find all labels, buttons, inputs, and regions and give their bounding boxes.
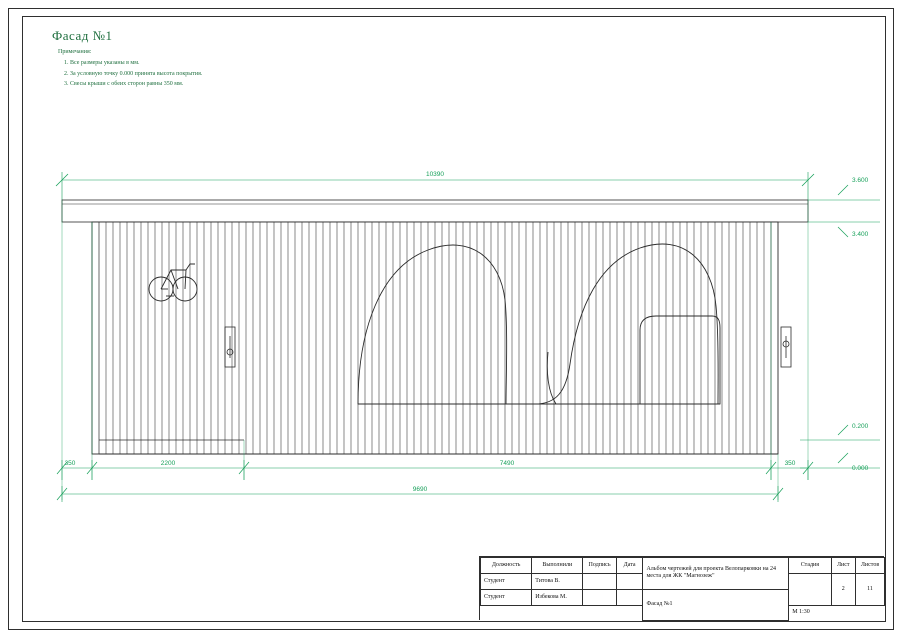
level-marks (800, 177, 880, 472)
th-sheets: Листов (856, 558, 885, 574)
level-value: 0.200 (852, 423, 869, 430)
th-role: Должность (481, 558, 532, 574)
drawing-title: Фасад №1 (643, 589, 789, 620)
spacer-cell (532, 605, 583, 620)
title-block-header-row (481, 558, 885, 574)
sheet-value: 2 (831, 573, 855, 605)
level-value: 0.000 (852, 465, 869, 472)
dimension-segment: 350 (64, 460, 76, 467)
stage-value (789, 573, 831, 605)
note-item: 1. Все размеры указаны в мм. (70, 59, 202, 68)
roof-slab (62, 200, 808, 222)
row-role: Студент (481, 589, 532, 605)
th-sheet: Лист (831, 558, 855, 574)
th-performed: Выполнили (532, 558, 583, 574)
spacer-cell (583, 605, 616, 620)
dimension-bottom-total (57, 486, 783, 502)
row-role: Студент (481, 573, 532, 589)
level-value: 3.400 (852, 231, 869, 238)
project-title: Альбом чертежей для проекта Велопарковки на 24 места для ЖК "Магнозеж" (643, 558, 789, 590)
level-value: 3.600 (852, 177, 869, 184)
row-date (616, 589, 643, 605)
dimension-value-bottom-total: 9690 (412, 486, 428, 493)
sheets-value: 11 (856, 573, 885, 605)
note-item: 2. За условную точку 0.000 принята высота покрытия. (70, 70, 202, 79)
row-signature (583, 589, 616, 605)
door-handle-right-icon (781, 327, 791, 367)
row-date (616, 573, 643, 589)
row-signature (583, 573, 616, 589)
spacer-cell (616, 605, 643, 620)
dimension-segment: 350 (784, 460, 796, 467)
th-date: Дата (616, 558, 643, 574)
page-title: Фасад №1 (52, 28, 113, 43)
dimension-roof-total (56, 171, 814, 200)
th-signature: Подпись (583, 558, 616, 574)
notes-header: Примечания: (58, 49, 92, 55)
title-block (479, 556, 884, 620)
th-stage: Стадия (789, 558, 831, 574)
spacer-cell (481, 605, 532, 620)
dimension-value-roof-total: 10390 (425, 171, 445, 178)
scale-value: М 1:30 (792, 609, 810, 616)
row-name: Титова В. (532, 573, 583, 589)
note-item: 3. Свесы крыши с обеих сторон равны 350 мм. (70, 80, 202, 89)
dimension-segment: 2200 (160, 460, 176, 467)
dimension-segment: 7490 (499, 460, 515, 467)
row-name: Избекова М. (532, 589, 583, 605)
dimension-chain-bottom (57, 460, 813, 480)
